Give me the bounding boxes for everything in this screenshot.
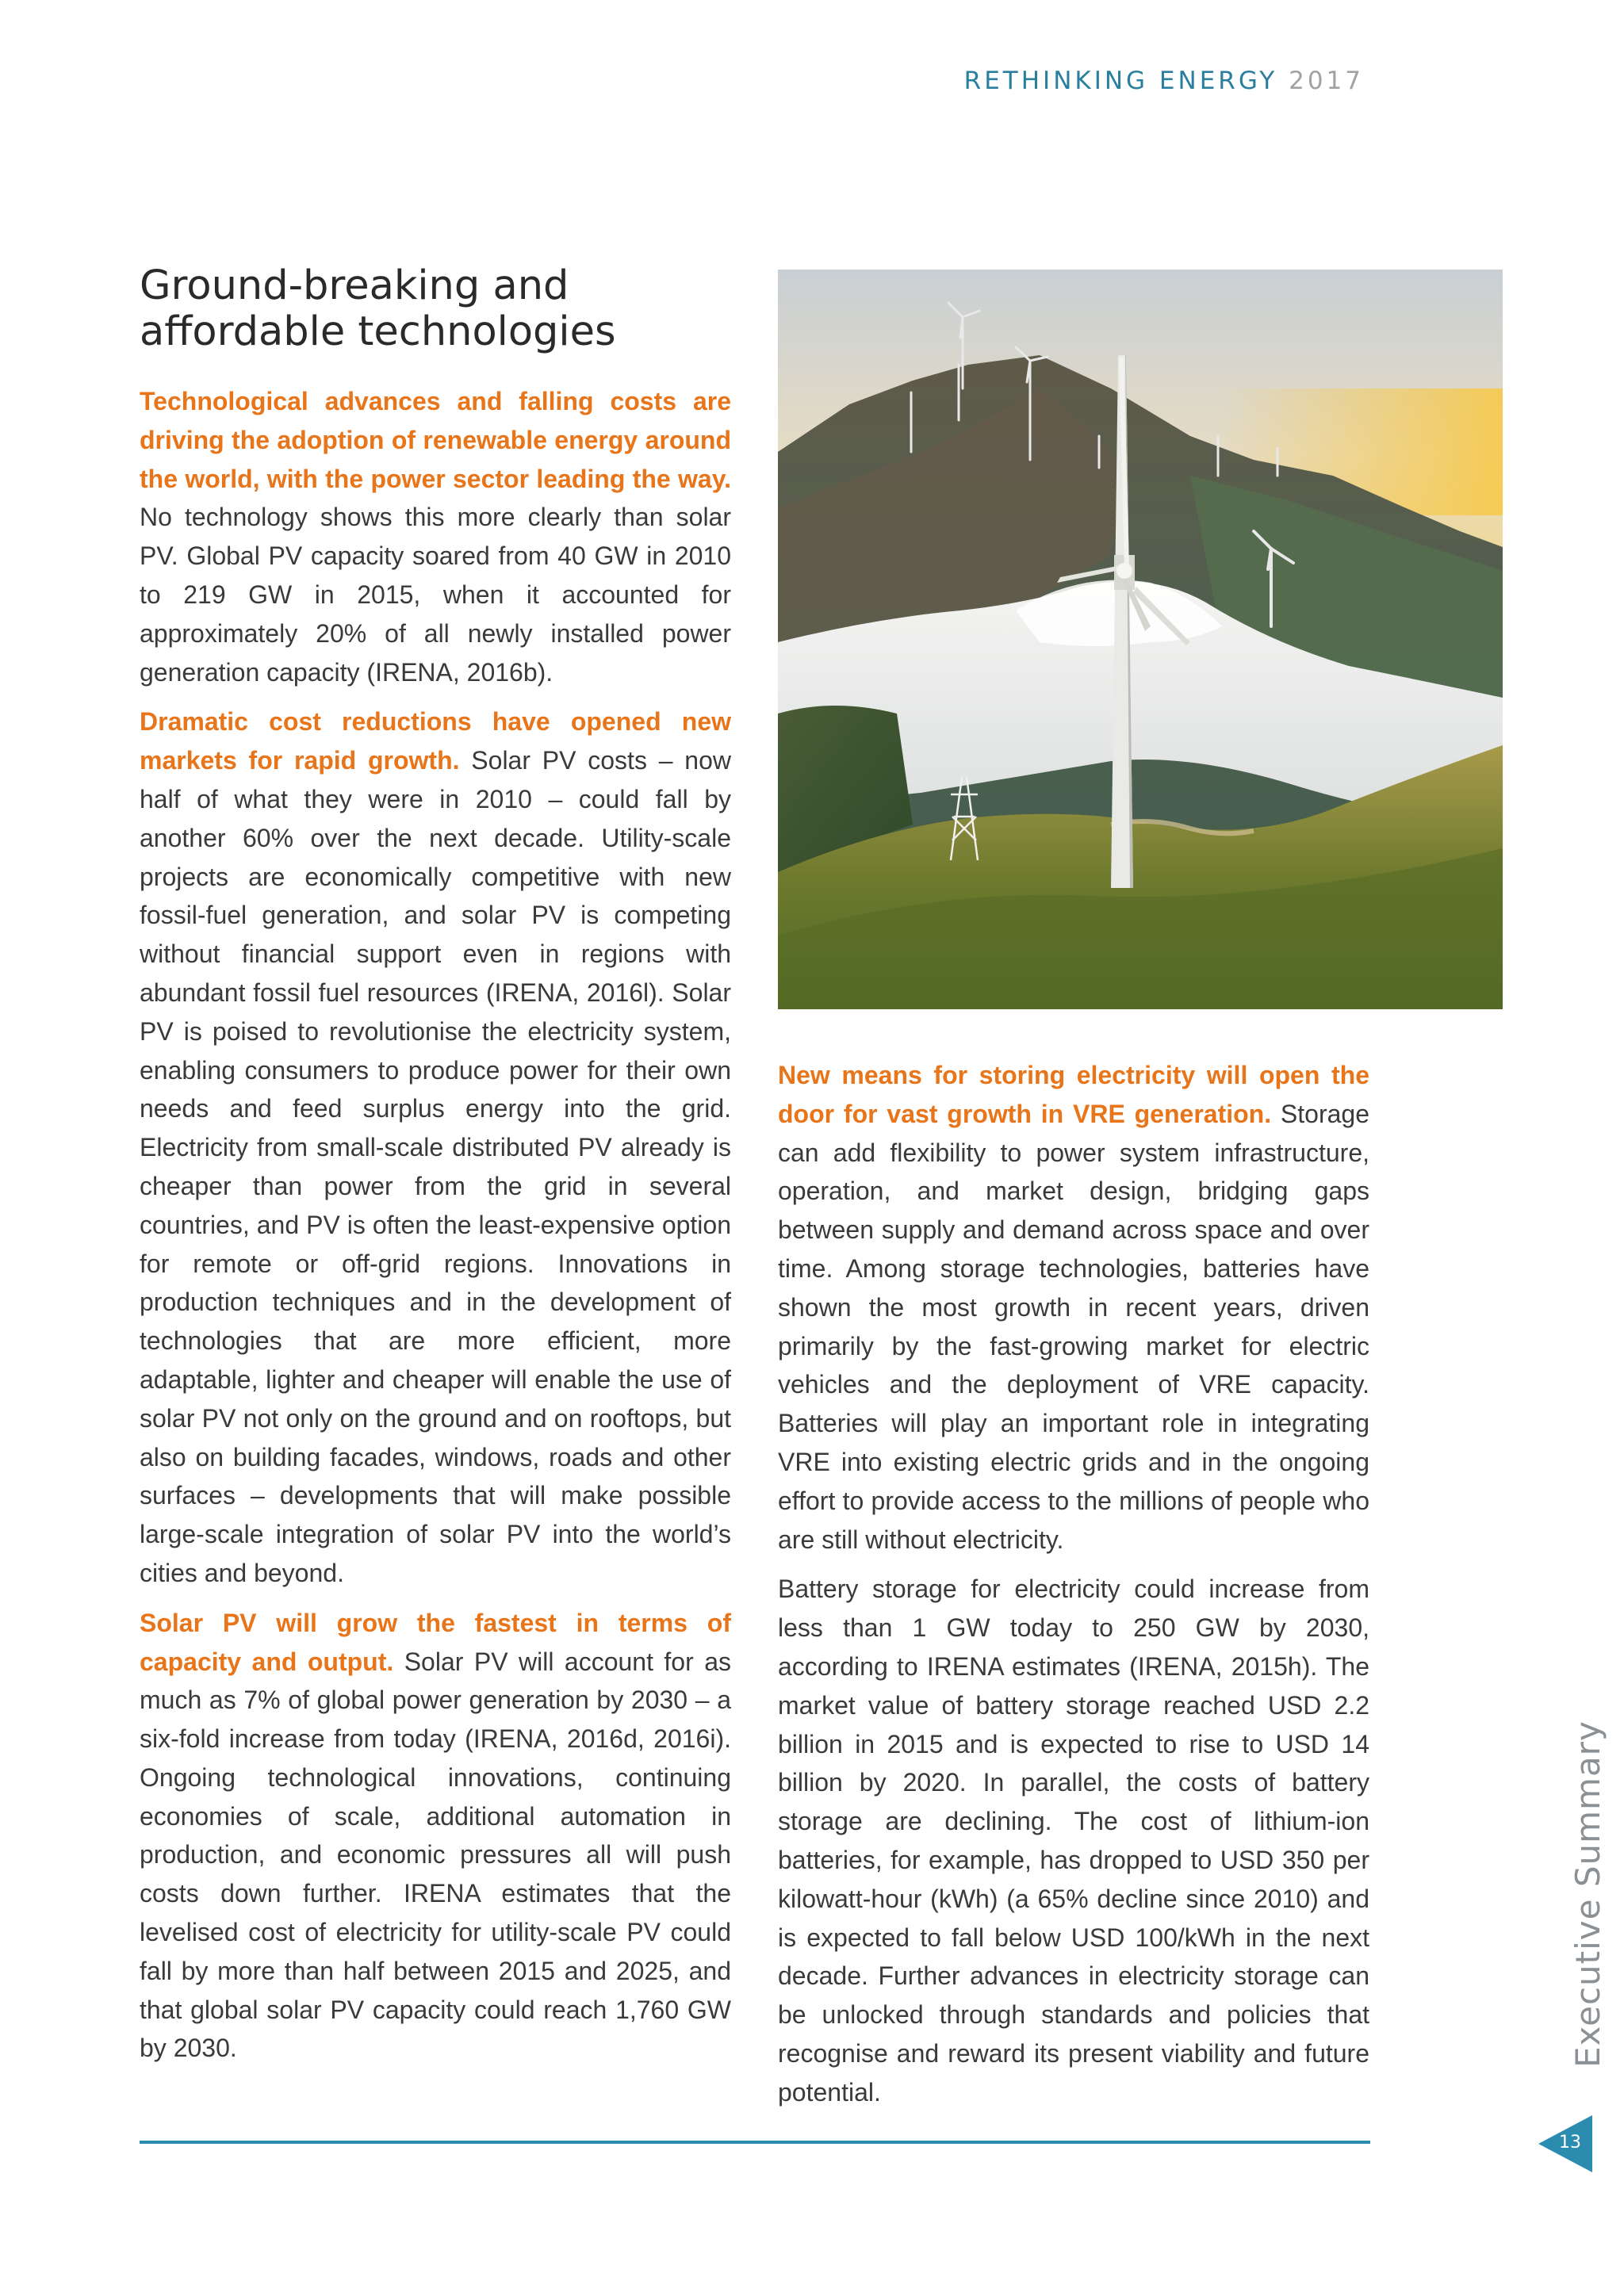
header-year: 2017 [1289, 67, 1364, 95]
body-text: No technology shows this more clearly than solar PV. Global PV capacity soared from 40 GW in 2010 to 219 GW in 2015, when it accounted for approximately 20% of all newly installed power generation capacity (IRENA, 2016b). [140, 503, 731, 687]
paragraph-cost-reductions [140, 702, 731, 1592]
body-text: Solar PV will account for as much as 7% of global power generation by 2030 – a six-fold increase from today (IRENA, 2016d, 2016i). Ongoing technological innovations, continuing economies of scale, additional automation in production, and economic pressures all will push costs down further. IRENA estimates that the levelised cost of electricity for utility-scale PV could fall by more than half between 2015 and 2025, and that global solar PV capacity could reach 1,760 GW by 2030. [140, 1647, 732, 2063]
wind-turbines-photo [778, 270, 1503, 1009]
section-title [140, 263, 742, 355]
lead-sentence: Technological advances and falling costs are driving the adoption of renewable energy around the world, with the power sector leading the way. [140, 387, 731, 493]
right-column [778, 1056, 1369, 2123]
body-text: Storage can add flexibility to power system infrastructure, operation, and market design, bridging gaps between supply and demand across space and over time. Among storage technologies, batteries have shown the most growth in recent years, driven primarily by the fast-growing market for electric vehicles and the deployment of VRE capacity. Batteries will play an important role in integrating VRE into existing electric grids and in the ongoing effort to provide access to the millions of people who are still without electricity. [778, 1099, 1370, 1554]
paragraph-storage [778, 1056, 1369, 1559]
section-title-line1: Ground-breaking and [140, 262, 569, 309]
body-text: Battery storage for electricity could increase from less than 1 GW today to 250 GW by 2030, according to IRENA estimates (IRENA, 2015h). The market value of battery storage reached USD 2.2 billion in 2015 and is expected to rise to USD 14 billion by 2020. In parallel, the costs of battery storage are declining. The cost of lithium-ion batteries, for example, has dropped to USD 350 per kilowatt-hour (kWh) (a 65% decline since 2010) and is expected to fall below USD 100/kWh in the next decade. Further advances in electricity storage can be unlocked through standards and policies that recognise and reward its present viability and future potential. [778, 1575, 1369, 2107]
paragraph-battery-growth [778, 1570, 1369, 2111]
lead-sentence: New means for storing electricity will open the door for vast growth in VRE generation. [778, 1061, 1369, 1128]
body-text: Solar PV costs – now half of what they were in 2010 – could fall by another 60% over the next decade. Utility-scale projects are economically competitive with new fossil-fuel generation, and solar PV is competing without financial support even in regions with abundant fossil fuel resources (IRENA, 2016l). Solar PV is poised to revolutionise the electricity system, enabling consumers to produce power for their own needs and feed surplus energy into the grid. Electricity from small-scale distributed PV already is cheaper than power from the grid in several countries, and PV is often the least-expensive option for remote or off-grid regions. Innovations in production techniques and in the development of technologies that are more efficient, more adaptable, lighter and cheaper will enable the use of solar PV not only on the ground and on rooftops, but also on building facades, windows, roads and other surfaces – developments that will make possible large-scale integration of solar PV into the world’s cities and beyond. [140, 746, 731, 1587]
lead-sentence: Dramatic cost reductions have opened new markets for rapid growth. [140, 707, 731, 775]
section-side-label: Executive Summary [1568, 1720, 1607, 2068]
running-header [964, 67, 1364, 95]
section-title-line2: affordable technologies [140, 308, 616, 355]
page-number: 13 [1559, 2133, 1581, 2152]
header-title: RETHINKING ENERGY [963, 67, 1278, 95]
left-column [140, 382, 731, 2079]
paragraph-pv-adoption [140, 382, 731, 691]
footer-rule [140, 2141, 1370, 2144]
paragraph-pv-growth [140, 1604, 731, 2068]
lead-sentence: Solar PV will grow the fastest in terms of capacity and output. [140, 1608, 731, 1676]
